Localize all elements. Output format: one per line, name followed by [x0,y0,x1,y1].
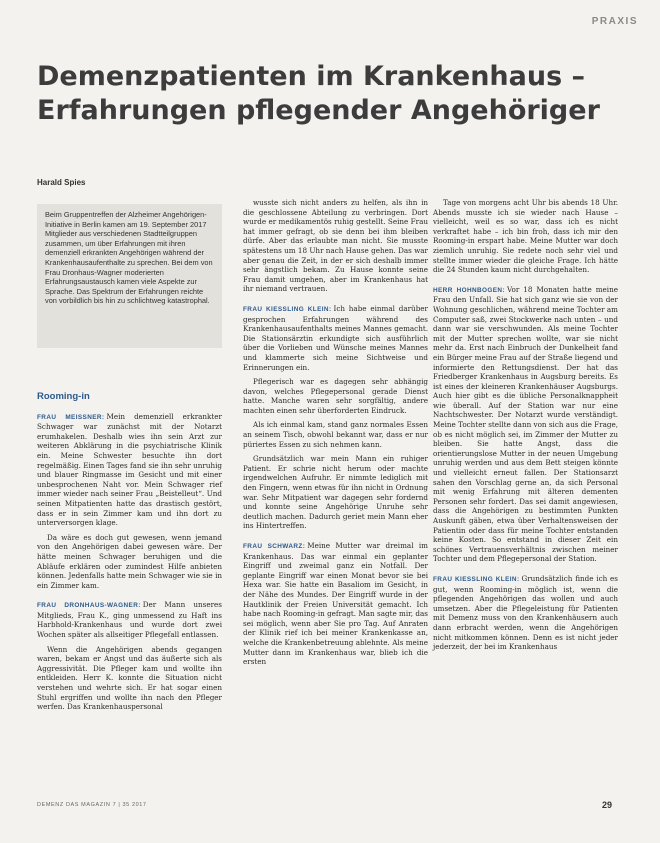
paragraph-text: Der Mann unseres Mitglieds, Frau K., ging unmessend zu Haft ins Harbhold-Krankenhaus und wurde dort zwei Wochen später als allseitiger Pflegefall entlassen. [37,600,222,640]
paragraph-text: Als ich einmal kam, stand ganz normales Essen an seinem Tisch, obwohl bekannt war, dass er nur püriertes Essen zu sich nehmen kann. [243,420,428,449]
paragraph [433,285,618,564]
paragraph-text: Vor 18 Monaten hatte meine Frau den Unfall. Sie hat sich ganz wie sie von der Wohnung geschlichen, während meine Tochter am Computer saß, zwei Stockwerke nach unten – und dann war sie verschwunden. Als meine Tochter mit der Mutter sprechen wollte, war sie nicht mehr da. Erst nach Einbruch der Dunkelheit fand ein Bürger meine Frau auf der Straße liegend und informierte den Rettungsdienst. Der hat das Friedberger Krankenhaus in Augsburg bereits. Es ist eines der kleineren Krankenhäuser Augsburgs. Auch hier gibt es die übliche Personalknappheit wie überall. Auf der Station war nur eine Nachtschwester. Der Notarzt wurde verständigt. Meine Tochter stellte dann von sich aus die Frage, ob es nicht möglich sei, im Zimmer der Mutter zu bleiben. Sie hatte Angst, dass die orientierungslose Mutter in der neuen Umgebung unruhig werden und aus dem Bett steigen könnte und vielleicht erneut fallen. Der Stationsarzt sahen den Vorschlag gerne an, da sich Personal mit wenig Erfahrung mit älteren dementen Personen sehr fordert. Das sei damit angewiesen, dass die Angehörigen zu bestimmten Punkten Auskunft gäben, etwa über Verhaltensweisen der Patientin oder dass für meine Tochter entstanden keine Kosten. So entstand in dieser Zeit ein schönes Vertrauensverhältnis zwischen meiner Tochter und dem Pflegepersonal der Station. [433,284,618,564]
speaker-label: FRAU DRONHAUS-WAGNER: [37,602,141,610]
page-number: 29 [601,800,612,810]
publication-footer: DEMENZ DAS MAGAZIN 7 | 35 2017 [37,802,147,808]
paragraph-text: wusste sich nicht anders zu helfen, als ihn in die geschlossene Abteilung zu verbringen. Dort wurde er medikamentös ruhig gestellt. Seine Frau hat immer gefragt, ob sie denn bei ihm bleiben dürfe. Aber das erlaubte man nicht. Sie musste spätestens um 18 Uhr nach Hause gehen. Das war aber genau die Zeit, in der er sich deshalb immer sehr ängstlich bekam. Zu Hause konnte seine Frau damit umgehen, aber im Krankenhaus hat ihr niemand vertrauen. [243,198,428,294]
paragraph [243,454,428,531]
article-title [37,60,627,128]
column-3-body [433,198,618,652]
title-line-2: Erfahrungen pflegender Angehöriger [37,95,600,126]
speaker-label: FRAU MEISSNER: [37,413,105,421]
column-3 [433,198,618,657]
paragraph [37,600,222,639]
paragraph-text: Grundsätzlich finde ich es gut, wenn Rooming-in möglich ist, wenn die pflegenden Angehörigen das wollen und auch umsetzen. Aber die Pflegeleistung für Patienten mit Demenz muss von den Krankenhäusern auch dann erbracht werden, wenn die Angehörigen nicht mitkommen können. Denn es ist nicht jeder jederzeit, der bei im Krankenhaus [433,573,618,652]
paragraph [243,198,428,294]
lead-box: Beim Gruppentreffen der Alzheimer Angehörigen-Initiative in Berlin kamen am 19. September 2017 Mitglieder aus verschiedenen Stadtteilgruppen zusammen, um über Erfahrungen mit ihren demenziell erkrankten Angehörigen während der Krankenhausaufenthalte zu sprechen. Bei dem von Frau Dronhaus-Wagner moderierten Erfahrungsaustausch kamen viele Aspekte zur Sprache. Das Spektrum der Erfahrungen reichte von vorbildlich bis hin zu schlichtweg katastrophal. [37,204,222,348]
paragraph-text: Mein demenziell erkrankter Schwager war zunächst mit der Notarzt erumhakelen. Deshalb wies ihn sein Arzt zur weiteren Abklärung in die psychiatrische Klinik ein. Meine Schwester besuchte ihn dort regelmäßig. Einen Tages fand sie ihn sehr unruhig und blauer Ringmasse im Gesicht und mit einer unbesprochenen Naht vor. Mein Schwager rief immer wieder nach seiner Frau „Beistelleut“. Und seinen Mitpatienten hatte das drastisch gestört, dass er in sein Zimmer kam und ihn dort zu unterversorgen klage. [37,411,222,528]
column-1-body [37,412,222,712]
paragraph [243,541,428,667]
speaker-label: FRAU KIESSLING KLEIN: [433,575,520,583]
paragraph-text: Tage von morgens acht Uhr bis abends 18 Uhr. Abends musste ich sie wieder nach Hause – vielleicht, weil es so war, dass ich es nicht verkraftet habe – ich bin froh, dass ich mir den Rooming-in erspart habe. Meine Mutter war doch ziemlich unruhig. Sie redete noch sehr viel und stellte immer wieder die gleiche Frage. Ich hätte die 24 Stunden kaum nicht durchgehalten. [433,198,618,275]
paragraph-text: Da wäre es doch gut gewesen, wenn jemand von den Angehörigen dabei gewesen wäre. Der hätte meinen Schwager beruhigen und die Abläufe erklären oder zumindest Hilfe anbieten können. Jedenfalls hatte mein Schwager wie sie in ein Zimmer kam. [37,532,222,590]
speaker-label: HERR HOHNBOGEN: [433,286,505,294]
paragraph [433,574,618,652]
paragraph-text: Ich habe einmal darüber gesprochen Erfahrungen während des Krankenhausaufenthalts meines Mannes gemacht. Die Stationsärztin erkundigte sich ausführlich über die Vorlieben und Wünsche meines Mannes und klammerte sich meine Sichtweise und Erinnerungen ein. [243,303,428,372]
paragraph [243,377,428,415]
paragraph [243,304,428,372]
subhead: Rooming-in [37,391,90,402]
column-2-body [243,198,428,667]
paragraph [433,198,618,275]
paragraph-text: Wenn die Angehörigen abends gegangen waren, bekam er Angst und das äußerte sich als Aggressivität. Die Pfleger kam und wollte ihn entkleiden. Herr K. konnte die Situation nicht verstehen und wehrte sich. Er hat sogar einen Stuhl ergriffen und wollte ihn nach den Pfleger werfen. Das Krankenhauspersonal [37,644,222,712]
paragraph-text: Meine Mutter war dreimal im Krankenhaus. Das war einmal ein geplanter Eingriff und zweimal ganz ein Notfall. Der geplante Eingriff war einen Monat bevor sie bei Hexa war. Sie hatte ein Basaliom im Gesicht, in der Nähe des Mundes. Der Eingriff wurde in der Hautklinik der Freien Universität gemacht. Ich habe nach Rooming-in gefragt. Man sagte mir, das sei möglich, wenn aber Sie pro Tag. Auf Anraten der Klinik rief ich bei meiner Krankenkasse an, welche die Krankenbetreuung ablehnte. Als meine Mutter dann im Krankenhaus war, blieb ich die ersten [243,541,428,667]
paragraph-text: Grundsätzlich war mein Mann ein ruhiger Patient. Er schrie nicht herum oder machte irgendwelchen Aufruhr. Er nimmte lediglich mit den Fingern, wenn etwas für ihn nicht in Ordnung war. Sehr Mitpatient war dagegen sehr fordernd und konnte seine Angehörige Unruhe sehr deutlich machen. Dadurch geriet mein Mann eher ins Hintertreffen. [243,454,428,531]
paragraph-text: Pflegerisch war es dagegen sehr abhängig davon, welches Pflegepersonal gerade Dienst hatte. Manche waren sehr sorgfältig, andere machten einen sehr überforderten Eindruck. [243,377,428,415]
section-tag: PRAXIS [591,16,638,27]
column-2 [243,198,428,672]
speaker-label: FRAU KIESSLING KLEIN: [243,305,332,313]
column-1 [37,204,222,717]
author-name: Harald Spies [37,178,86,187]
paragraph [37,645,222,712]
paragraph [37,533,222,591]
paragraph [243,420,428,449]
speaker-label: FRAU SCHWARZ: [243,543,306,550]
title-line-1: Demenzpatienten im Krankenhaus – [37,61,586,92]
paragraph [37,412,222,528]
